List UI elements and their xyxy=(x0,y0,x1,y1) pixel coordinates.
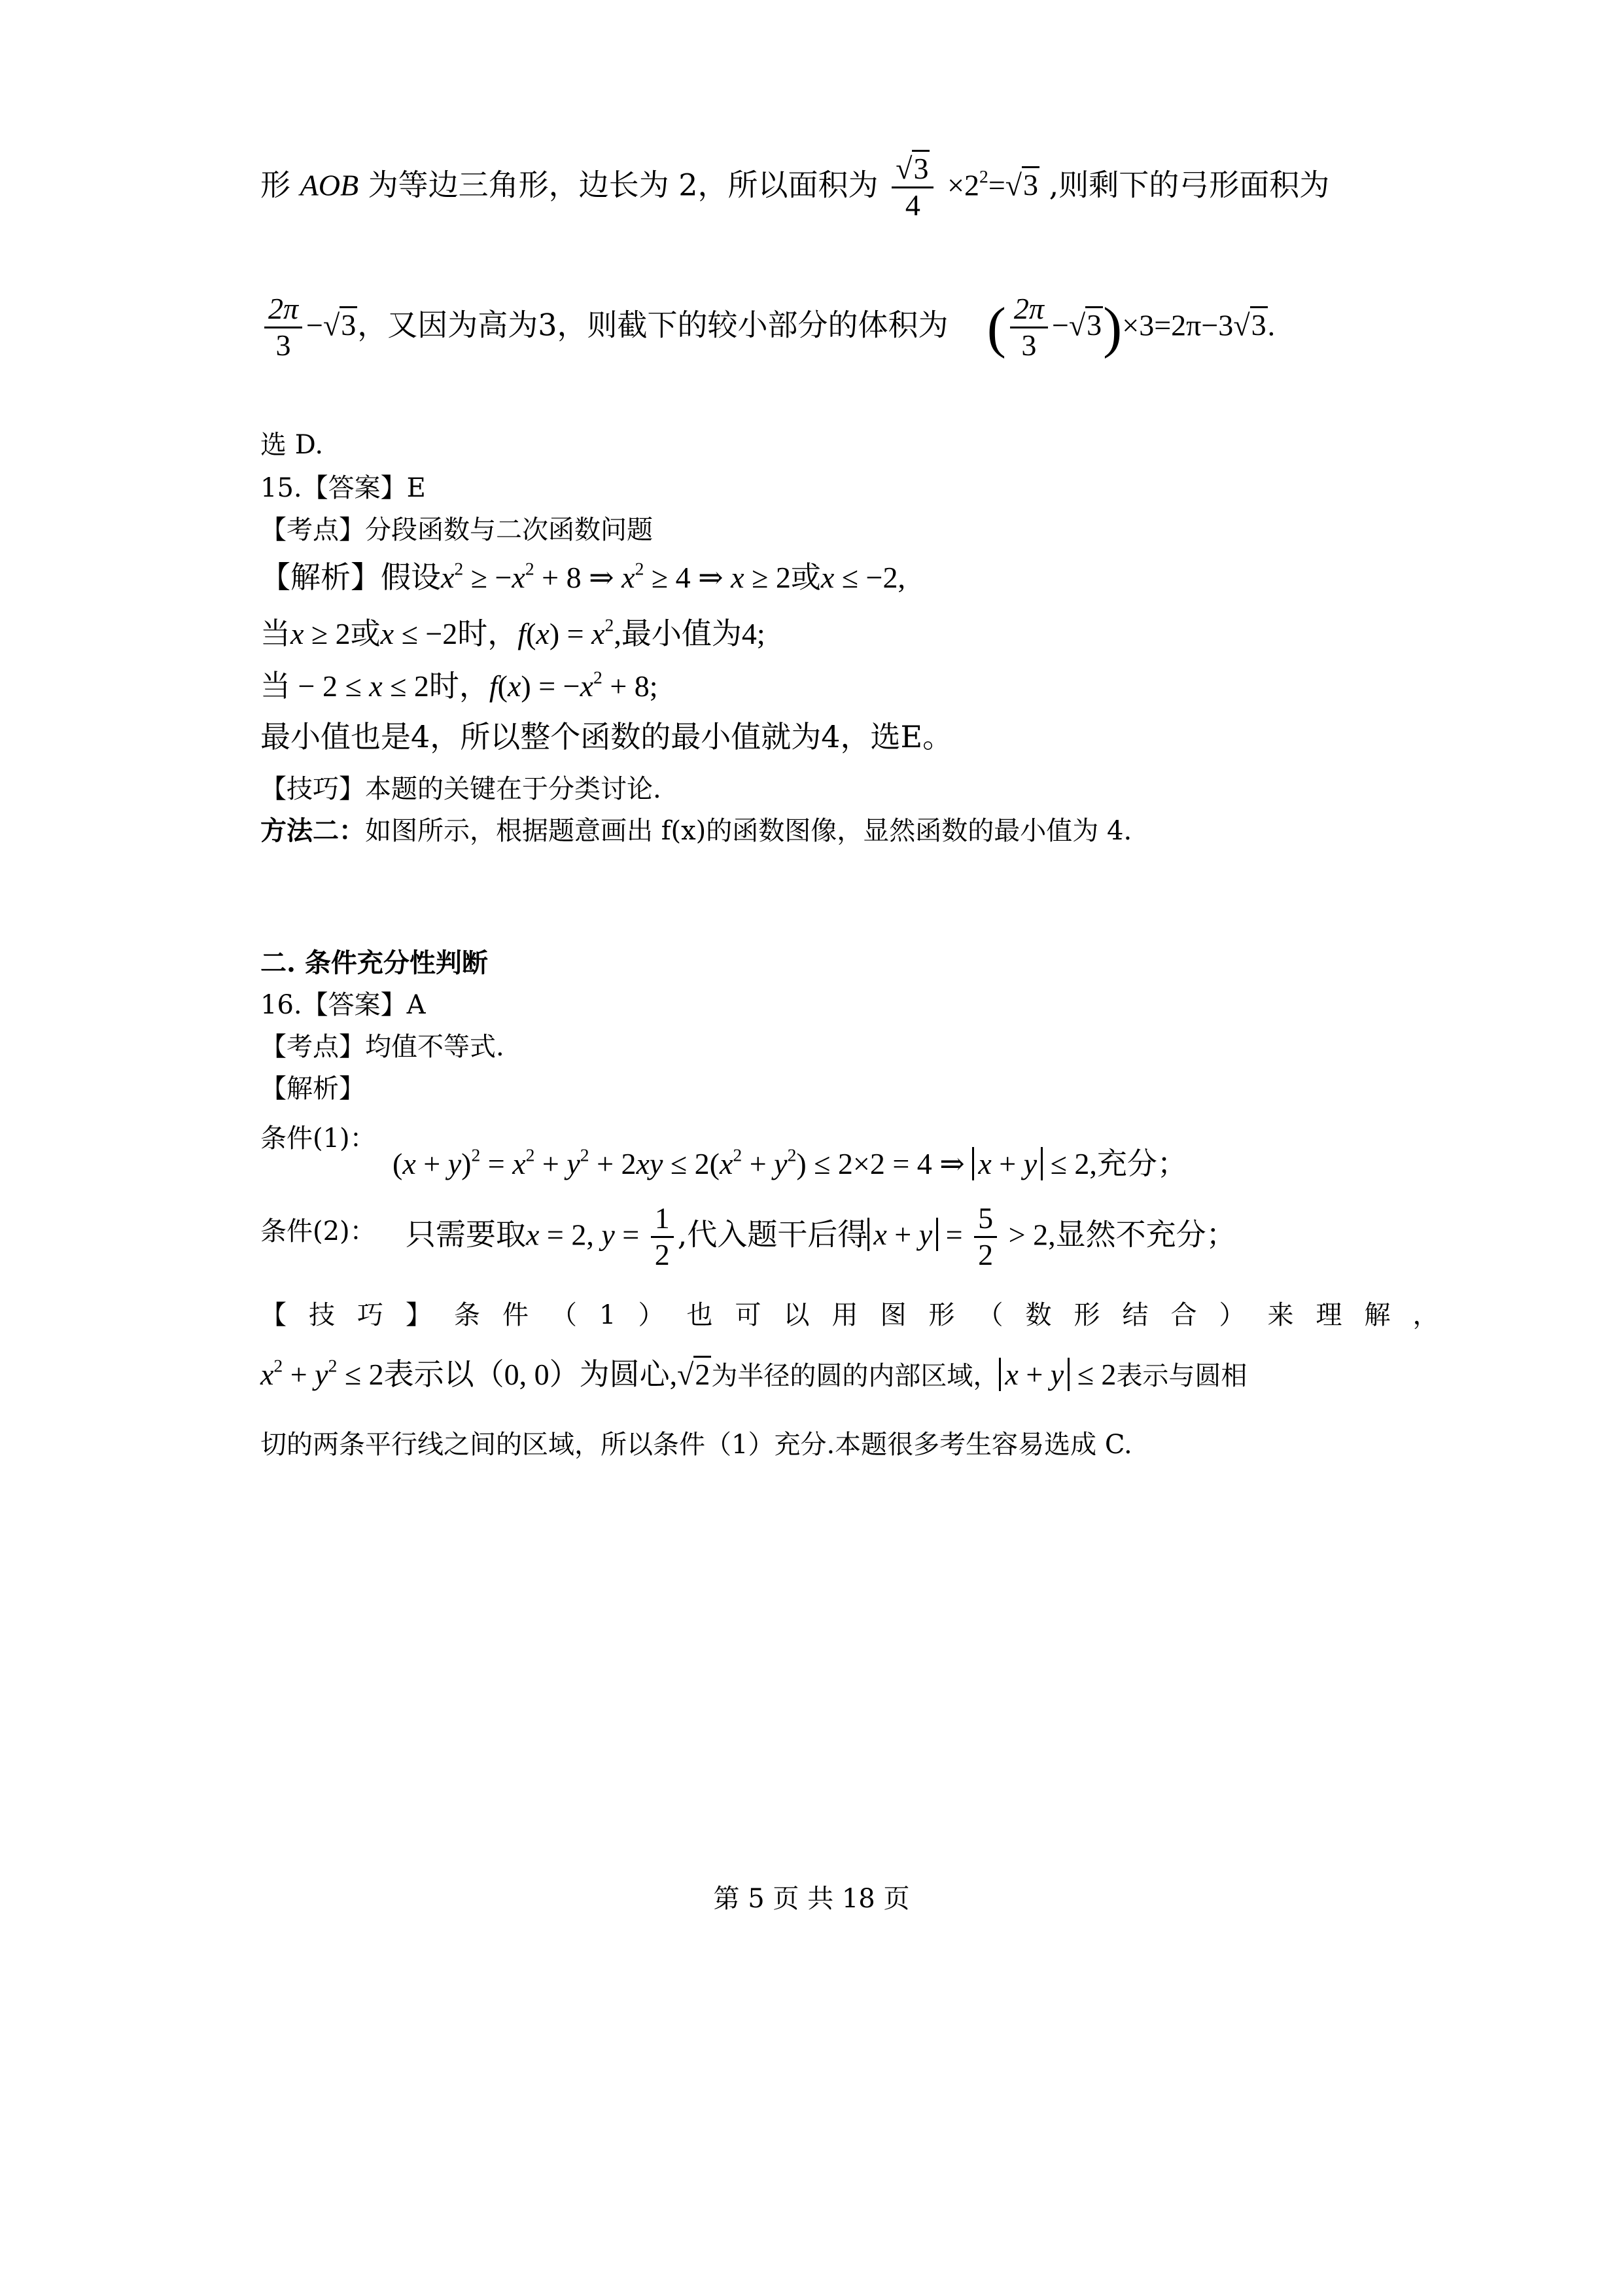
q16-cond1-label: 条件(1)： xyxy=(260,1123,376,1154)
q16-jiqiao: 【技巧】条件（1）也可以用图形（数形结合）来理解， xyxy=(260,1300,1461,1330)
absolute-value: x + y xyxy=(867,1218,938,1251)
fraction: $\frac{1}{2}$ xyxy=(651,1201,674,1273)
text: 为等边三角形，边长为 2，所以面积为 xyxy=(368,167,879,203)
fraction: $\frac{5}{2}$ xyxy=(974,1201,997,1273)
fraction: $\frac{2\pi}{3}$ xyxy=(1010,292,1048,363)
page-footer: 第 5 页 共 18 页 xyxy=(713,1884,910,1914)
q15-kaodian: 【考点】分段函数与二次函数问题 xyxy=(260,515,653,545)
section-heading: 二. 条件充分性判断 xyxy=(260,947,488,978)
text-line: $\frac{2\pi}{3}$ −√3，又因为高为3，则截下的较小部分的体积为 ( $\frac{2\pi}{3}$ −√3)×3=2π−3√3. xyxy=(260,292,1275,363)
q15-answer: 15.【答案】E xyxy=(260,473,426,503)
q15-line4: 最小值也是4，所以整个函数的最小值就为4，选E。 xyxy=(260,719,953,754)
q16-jiqiao-line3: 切的两条平行线之间的区域，所以条件（1）充分.本题很多考生容易选成 C. xyxy=(260,1430,1132,1460)
sqrt: √3 xyxy=(1233,306,1267,342)
text-line: 形 AOB 为等边三角形，边长为 2，所以面积为 $\frac{√3}{4}$ $\times 2^2=√3$ ,则剩下的弓形面积为 xyxy=(260,152,1329,223)
math-var: AOB xyxy=(300,168,359,202)
q15-line3: 当 − 2 ≤ x ≤ 2时，$f(x) = -x^2 + 8$; xyxy=(260,667,658,703)
text-line: 选 D. xyxy=(260,430,324,460)
sqrt: √3 xyxy=(1069,306,1103,342)
absolute-value: x + y xyxy=(999,1358,1070,1391)
q16-cond2-label: 条件(2)： xyxy=(260,1216,376,1246)
text: ，又因为高为3，则截下的较小部分的体积为 xyxy=(357,307,949,343)
q15-jiqiao: 【技巧】本题的关键在于分类讨论. xyxy=(260,774,661,804)
q15-fangfa: 方法二：如图所示，根据题意画出 f(x)的函数图像，显然函数的最小值为 4. xyxy=(260,815,1132,846)
q16-cond2: 只需要取x = 2, y = $\frac{1}{2}$ ,代入题干后得 x + y = $\frac{5}{2}$ > 2,显然不充分； xyxy=(406,1201,1236,1271)
sqrt: √3 xyxy=(896,150,930,185)
sqrt: √2 xyxy=(677,1356,711,1391)
q15-jiexi: 【解析】假设$x^2 \ge -x^2 + 8$ ⇒ $x^2 \ge 4$ ⇒ x ≥ 2或x ≤ −2, xyxy=(260,558,905,595)
q16-cond1: $(x + y)^2 = x^2 + y^2 + 2xy \le 2(x^2 + y^2) \le 2\times 2 = 4$ ⇒ x + y ≤ 2,充分； xyxy=(393,1144,1187,1180)
q16-jiqiao-line2: $x^2 + y^2 \le 2$表示以（0, 0）为圆心,√2为半径的圆的内部区域， x + y ≤ 2表示与圆相 xyxy=(260,1355,1248,1391)
q16-kaodian: 【考点】均值不等式. xyxy=(260,1032,504,1062)
sqrt: √3 xyxy=(1005,166,1039,202)
text: 形 xyxy=(260,167,290,203)
fraction: $\frac{√3}{4}$ xyxy=(892,152,934,223)
q16-answer: 16.【答案】A xyxy=(260,990,426,1020)
q15-line2: 当x ≥ 2或x ≤ −2时，$f(x) = x^2$,最小值为4; xyxy=(260,614,765,651)
q16-jiexi: 【解析】 xyxy=(260,1074,365,1104)
sqrt: √3 xyxy=(323,306,357,342)
text: ,则剩下的弓形面积为 xyxy=(1049,167,1330,203)
absolute-value: x + y xyxy=(972,1147,1043,1180)
fraction: $\frac{2\pi}{3}$ xyxy=(264,292,302,363)
math: ×2 xyxy=(947,168,980,202)
